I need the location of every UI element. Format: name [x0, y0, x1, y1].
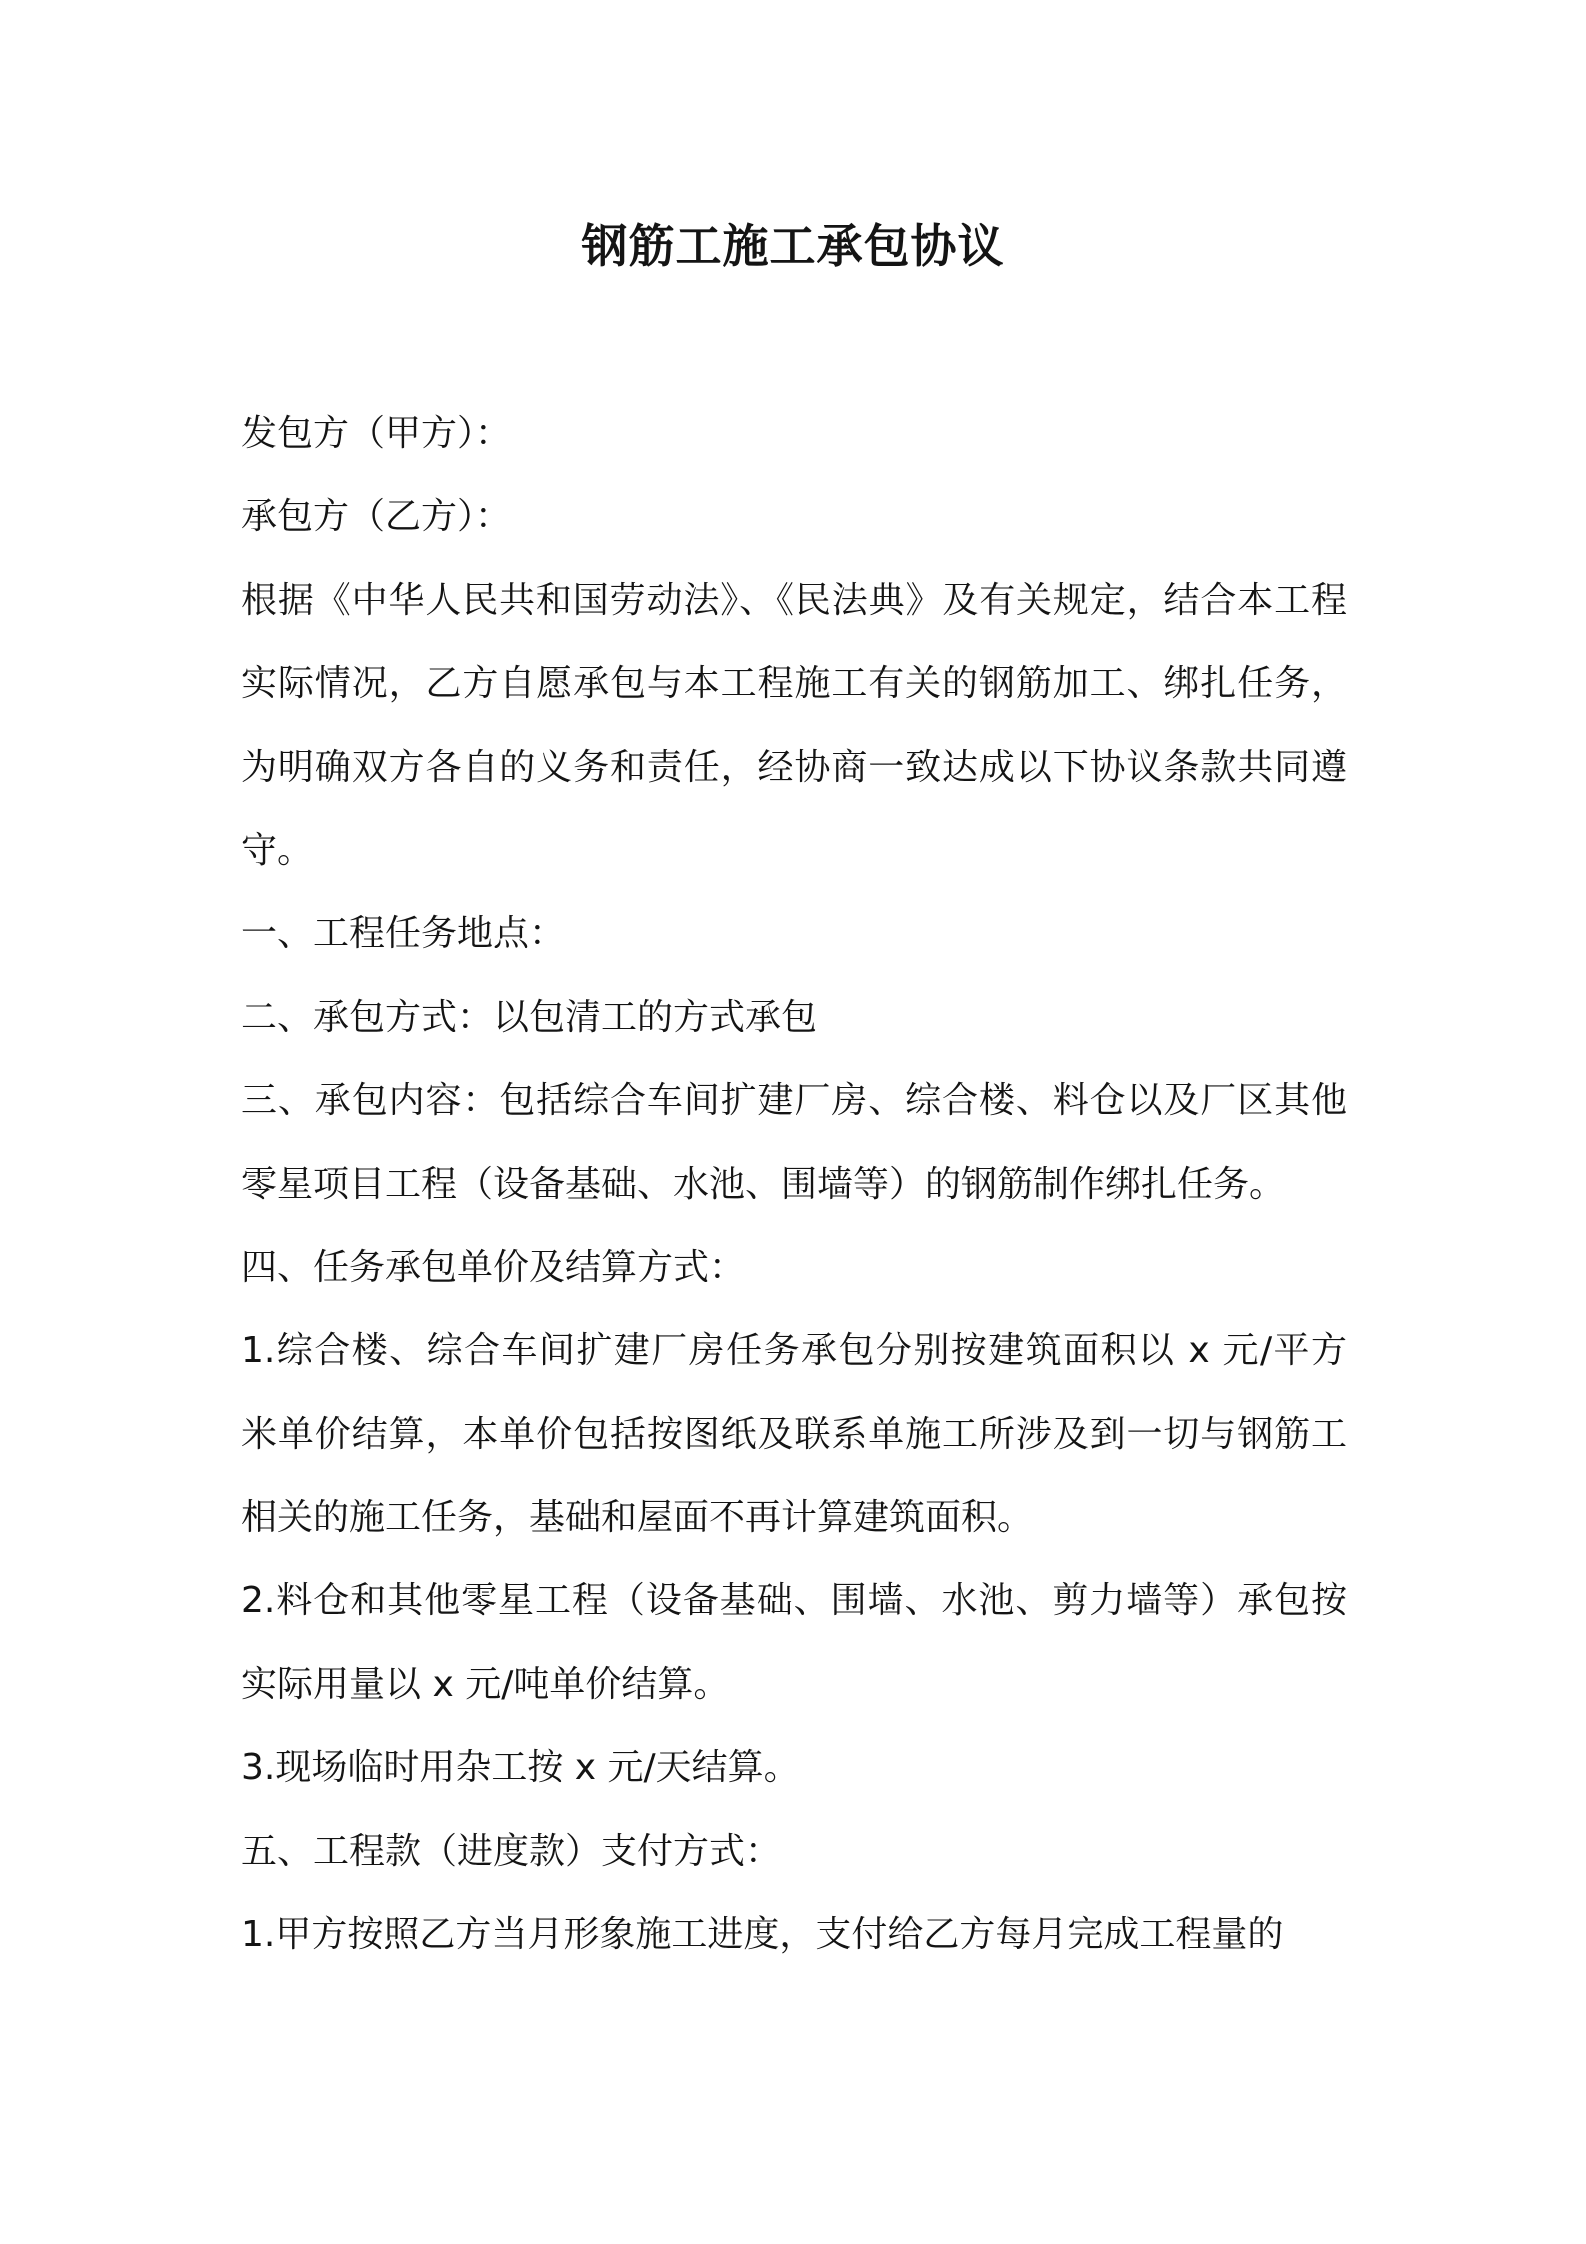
section-5-heading: [241, 1810, 1347, 1893]
document-title: 钢筋工施工承包协议: [581, 219, 1005, 273]
text-line: 一、工程任务地点：: [241, 913, 566, 955]
text-line: 四、任务承包单价及结算方式：: [241, 1246, 746, 1288]
text-line: 1.甲方按照乙方当月形象施工进度，支付给乙方每月完成工程量的: [241, 1914, 1284, 1956]
text-line: 发包方（甲方）：: [241, 413, 512, 454]
text-line: 三、承包内容：包括综合车间扩建厂房、综合楼、料仓以及厂区其他: [241, 1080, 1347, 1122]
text-line: 承包方（乙方）：: [241, 496, 512, 538]
text-line: 二、承包方式：以包清工的方式承包: [241, 996, 818, 1038]
preamble-paragraph: [241, 559, 1347, 893]
clause-4-1: [241, 1309, 1347, 1559]
clause-4-2: [241, 1559, 1347, 1726]
text-line: 为明确双方各自的义务和责任，经协商一致达成以下协议条款共同遵: [241, 746, 1347, 788]
text-line: 根据《中华人民共和国劳动法》、《民法典》及有关规定，结合本工程: [241, 579, 1347, 621]
text-line: 相关的施工任务，基础和屋面不再计算建筑面积。: [241, 1497, 1034, 1539]
clause-4-3: [241, 1726, 1347, 1809]
text-line: 米单价结算，本单价包括按图纸及联系单施工所涉及到一切与钢筋工: [241, 1413, 1347, 1455]
party-a-label: [241, 392, 1347, 475]
section-1-heading: [241, 892, 1347, 975]
text-line: 3.现场临时用杂工按 x 元/天结算。: [241, 1747, 800, 1789]
document-body: [241, 392, 1347, 1976]
text-line: 实际情况，乙方自愿承包与本工程施工有关的钢筋加工、绑扎任务，: [241, 663, 1347, 705]
section-4-heading: [241, 1226, 1347, 1309]
text-line: 零星项目工程（设备基础、水池、围墙等）的钢筋制作绑扎任务。: [241, 1163, 1286, 1205]
clause-5-1: [241, 1893, 1347, 1976]
text-line: 五、工程款（进度款）支付方式：: [241, 1830, 782, 1872]
text-line: 1.综合楼、综合车间扩建厂房任务承包分别按建筑面积以 x 元/平方: [241, 1330, 1347, 1372]
party-b-label: [241, 475, 1347, 558]
text-line: 2.料仓和其他零星工程（设备基础、围墙、水池、剪力墙等）承包按: [241, 1580, 1347, 1622]
section-3-content: [241, 1059, 1347, 1226]
text-line: 实际用量以 x 元/吨单价结算。: [241, 1663, 730, 1705]
text-line: 守。: [241, 829, 314, 871]
section-2-heading: [241, 976, 1347, 1059]
